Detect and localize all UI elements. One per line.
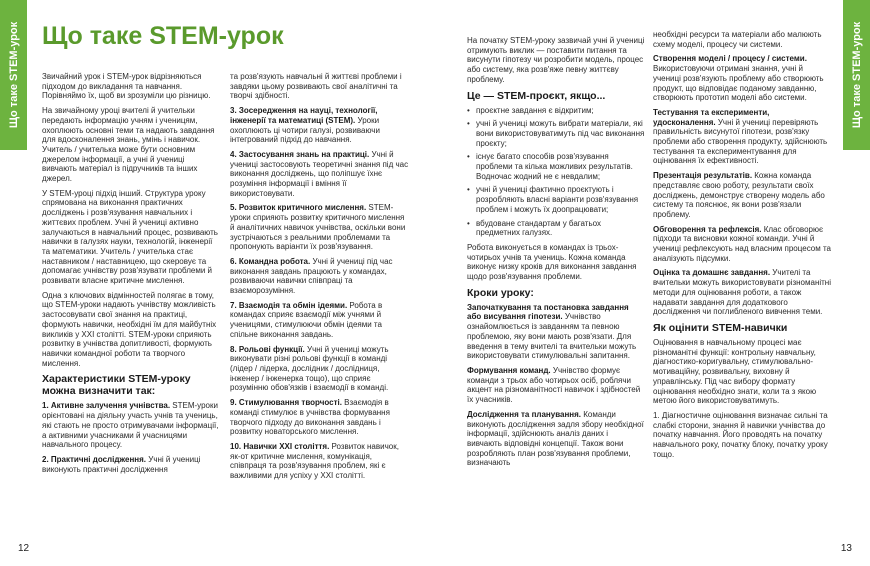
step-title: Формування команд. bbox=[467, 365, 551, 375]
step-item bbox=[467, 410, 645, 468]
item-text: Учні й учениці виконують практичні дослідження bbox=[42, 454, 201, 474]
paragraph: На початку STEM-уроку зазвичай учні й учениці отримують виклик — поставити питання та висунути гіпотезу чи розробити модель, процес або систему, яка розв'яже певну життєву проблему. bbox=[467, 36, 645, 84]
item-title: 1. Активне залучення учнівства. bbox=[42, 401, 171, 411]
item-text: STEM-уроки сприяють розвитку критичного мислення й аналітичних навичок учнівства, оскільки вони зустрічаються з реальними проблемами та пропонують варіанти їх розв'язування. bbox=[230, 203, 406, 252]
step-text: Клас обговорює підходи та висновки кожної команди. Учні й учениці рефлексують над власним процесом та аналізують підсумки. bbox=[653, 224, 831, 263]
side-tab-right bbox=[843, 0, 870, 150]
item-title: 8. Рольові функції. bbox=[230, 344, 305, 354]
step-item bbox=[467, 366, 645, 405]
step-item bbox=[653, 171, 831, 220]
list-item bbox=[230, 301, 410, 340]
item-title: 9. Стимулювання творчості. bbox=[230, 398, 342, 408]
side-tab-label: Що таке STEM-урок bbox=[7, 21, 20, 129]
page-title: Що таке STEM-урок bbox=[42, 22, 284, 50]
step-title: Обговорення та рефлексія. bbox=[653, 224, 762, 234]
item-text: STEM-уроки орієнтовані на діяльну участь учнів та учениць, які стають не просто отримувачами інформації, а активними учасниками й учасницями навчального процесу. bbox=[42, 401, 219, 450]
item-title: 6. Командна робота. bbox=[230, 256, 311, 266]
paragraph: необхідні ресурси та матеріали або малюють схему моделі, процесу чи системи. bbox=[653, 30, 822, 49]
step-text: Використовуючи отримані знання, учні й учениці розв'язують проблему або створюють продукт, що відповідає поданому завданню, створюють прототип моделі або системи. bbox=[653, 64, 824, 103]
step-item bbox=[653, 268, 831, 317]
item-title: 2. Практичні дослідження. bbox=[42, 454, 147, 464]
item-title: 4. Застосування знань на практиці. bbox=[230, 149, 370, 159]
paragraph: Оцінювання в навчальному процесі має різноманітні функції: контрольну навчальну, діагностико-коригувальну, стимулювально-мотиваційну, розвивальну, виховну й управлінську. Під час вибору формату оцінювання необхідно знати, коли та з якою метою його використовуватимуть. bbox=[653, 337, 817, 406]
section-heading: Це — STEM-проєкт, якщо... bbox=[467, 89, 606, 102]
step-title: Оцінка та домашнє завдання. bbox=[653, 268, 771, 278]
item-text: Розвиток навичок, як-от критичне мислення, комунікація, співпраця та розв'язування проблем, які є важливими для успіху у XXI столітті. bbox=[230, 441, 399, 481]
list-item bbox=[42, 401, 220, 450]
list-item: • вбудоване стандартам у багатьох предметних галузях. bbox=[476, 219, 645, 238]
item-text: Уроки охоплюють ці чотири галузі, розвиваючи інтегрований підхід до навчання. bbox=[230, 115, 380, 145]
page-number: 12 bbox=[18, 543, 30, 554]
item-title: 7. Взаємодія та обмін ідеями. bbox=[230, 300, 348, 310]
list-item bbox=[230, 442, 410, 481]
paragraph: На звичайному уроці вчителі й учительки передають інформацію учням і ученицям, охоплюють основні теми та надають завдання для вдосконалення знань, умінь і навичок. Учитель / учителька може бути основним джерелом інформації, а учні й учениці вивчають матеріал із підручників та інших джерел. bbox=[42, 106, 215, 184]
step-title: Дослідження та планування. bbox=[467, 409, 582, 419]
section-heading: Як оцінити STEM-навички bbox=[653, 321, 788, 334]
step-title: Тестування та експерименти, удосконалення. bbox=[653, 107, 770, 127]
step-text: Кожна команда представляє свою роботу, результати своїх досліджень, демонструє створену модель або систему та пояснює, як вони розв'язали проблему. bbox=[653, 171, 825, 219]
right-column-1 bbox=[467, 36, 645, 473]
step-title: Створення моделі / процесу / системи. bbox=[653, 54, 807, 64]
side-tab-label: Що таке STEM-урок bbox=[850, 21, 863, 129]
section-heading: Характеристики STEM-уроку можна визначити так: bbox=[42, 373, 191, 398]
side-tab-left bbox=[0, 0, 27, 150]
left-column-2 bbox=[230, 72, 410, 486]
paragraph: Звичайний урок і STEM-урок відрізняються підходом до викладання та навчання. Порівняймо їх, щоб ви зрозуміли цю різницю. bbox=[42, 72, 211, 101]
list-item bbox=[230, 398, 410, 437]
list-item: • учні й учениці фактично проєктують і розробляють власні варіанти розв'язування проблем і можуть їх доопрацювати; bbox=[476, 185, 645, 214]
list-item bbox=[230, 345, 410, 394]
step-text: Учні й учениці перевіряють правильність висунутої гіпотези, розв'язку проблеми або створення продукту, здійснюють тестування та експериментування для оцінювання їх ефективності. bbox=[653, 117, 828, 166]
step-title: Презентація результатів. bbox=[653, 171, 753, 181]
list-item: • учні й учениці можуть вибрати матеріали, які вони використовуватимуть під час виконання проєкту; bbox=[476, 119, 645, 148]
item-title: 10. Навички XXI століття. bbox=[230, 441, 330, 451]
left-column-1 bbox=[42, 72, 220, 479]
step-title: Започаткування та постановка завдання або висування гіпотези. bbox=[467, 302, 629, 322]
list-item: • проєктне завдання є відкритим; bbox=[476, 106, 645, 116]
paragraph: У STEM-уроці підхід інший. Структура уроку спрямована на виконання практичних досліджень і розв'язування навчальних і життєвих проблем. Учні й учениці активно залучаються в навчальний процес, розвивають навички в галузях науки, технологій, інженерії та математики. Учитель / учителька стає наставником / наставницею, що скеровує та допомагає учнівству розв'язувати проблеми й розвивати власне критичне мислення. bbox=[42, 188, 218, 286]
bullet-list bbox=[467, 106, 645, 238]
item-text: Учні й учениці можуть виконувати різні рольові функції в команді (лідер / лідерка, дослідник / дослідниця, інженер / інженерка тощо), що сприяє розумінню обов'язків і взаємодії в команді. bbox=[230, 344, 389, 393]
step-text: Команди виконують дослідження задля збору необхідної інформації, здійснюють аналіз даних і вивчають відповідні концепції. Також вони розробляють план розв'язування проблеми, визначають bbox=[467, 409, 644, 468]
list-item bbox=[230, 106, 410, 145]
item-text: Робота в командах сприяє взаємодії між учнями й ученицями, стимулюючи обмін ідеями та спільне виконання завдань. bbox=[230, 300, 383, 339]
step-item bbox=[653, 54, 831, 103]
step-item bbox=[653, 108, 831, 166]
step-text: Учнівство ознайомлюється із завданням та певною проблемою, яку вони мають розв'язати. Для введення в тему вчителі та вчительки можуть використовувати стимулювальні запитання. bbox=[467, 312, 637, 361]
paragraph: та розв'язують навчальні й життєві проблеми і завдяки цьому розвивають свої аналітичні та творчі здібності. bbox=[230, 72, 402, 101]
list-item bbox=[230, 150, 410, 199]
list-item bbox=[230, 203, 410, 252]
step-text: Учнівство формує команди з трьох або чотирьох осіб, роблячи акцент на різноманітності навичок і здібностей їх учасників. bbox=[467, 365, 641, 405]
step-item bbox=[653, 225, 831, 264]
item-text: Учні й учениці під час виконання завдань працюють у командах, розвиваючи навички співпраці та взаєморозуміння. bbox=[230, 256, 393, 296]
paragraph: Одна з ключових відмінностей полягає в тому, що STEM-уроки надають учнівству можливість застосовувати свої знання на практиці, формують навички, необхідні їм для майбутніх викликів у XXI столітті. STEM-уроки сприяють розвитку в учнівства допитливості, формують навички командної роботи та творчого мислення. bbox=[42, 290, 217, 368]
item-title: 5. Розвиток критичного мислення. bbox=[230, 203, 367, 213]
step-text: Учителі та вчительки можуть використовувати різноманітні методи для оцінювання роботи, а також надавати завдання для додаткового дослідження чи поглибленого вивчення теми. bbox=[653, 268, 831, 317]
item-title: 3. Зосередження на науці, технології, інженерії та математиці (STEM). bbox=[230, 106, 378, 125]
list-item: • існує багато способів розв'язування проблеми та кілька можливих результатів. Водночас жодний не є невдалим; bbox=[476, 152, 645, 181]
right-column-2 bbox=[653, 30, 831, 464]
page-number: 13 bbox=[840, 543, 852, 554]
section-heading: Кроки уроку: bbox=[467, 286, 534, 299]
item-text: Взаємодія в команді стимулює в учнівства формування творчого підходу до виконання завдань і розвитку новаторського мислення. bbox=[230, 398, 390, 437]
item-text: Учні й учениці застосовують теоретичні знання під час виконання досліджень, що поліпшує їхнє розуміння інформації і вміння її використовувати. bbox=[230, 149, 409, 198]
list-item bbox=[42, 455, 220, 474]
right-page bbox=[435, 0, 870, 566]
step-item bbox=[467, 303, 645, 361]
paragraph: 1. Діагностичне оцінювання визначає сильні та слабкі сторони, знання й навички учнівства до початку навчання. Його проводять на початку навчального року, початку блоку, початку уроку тощо. bbox=[653, 410, 828, 459]
list-item bbox=[230, 257, 410, 296]
paragraph: Робота виконується в командах із трьох-чотирьох учнів та учениць. Кожна команда виконує низку кроків для виконання завдання щодо розв'язування проблеми. bbox=[467, 242, 637, 282]
